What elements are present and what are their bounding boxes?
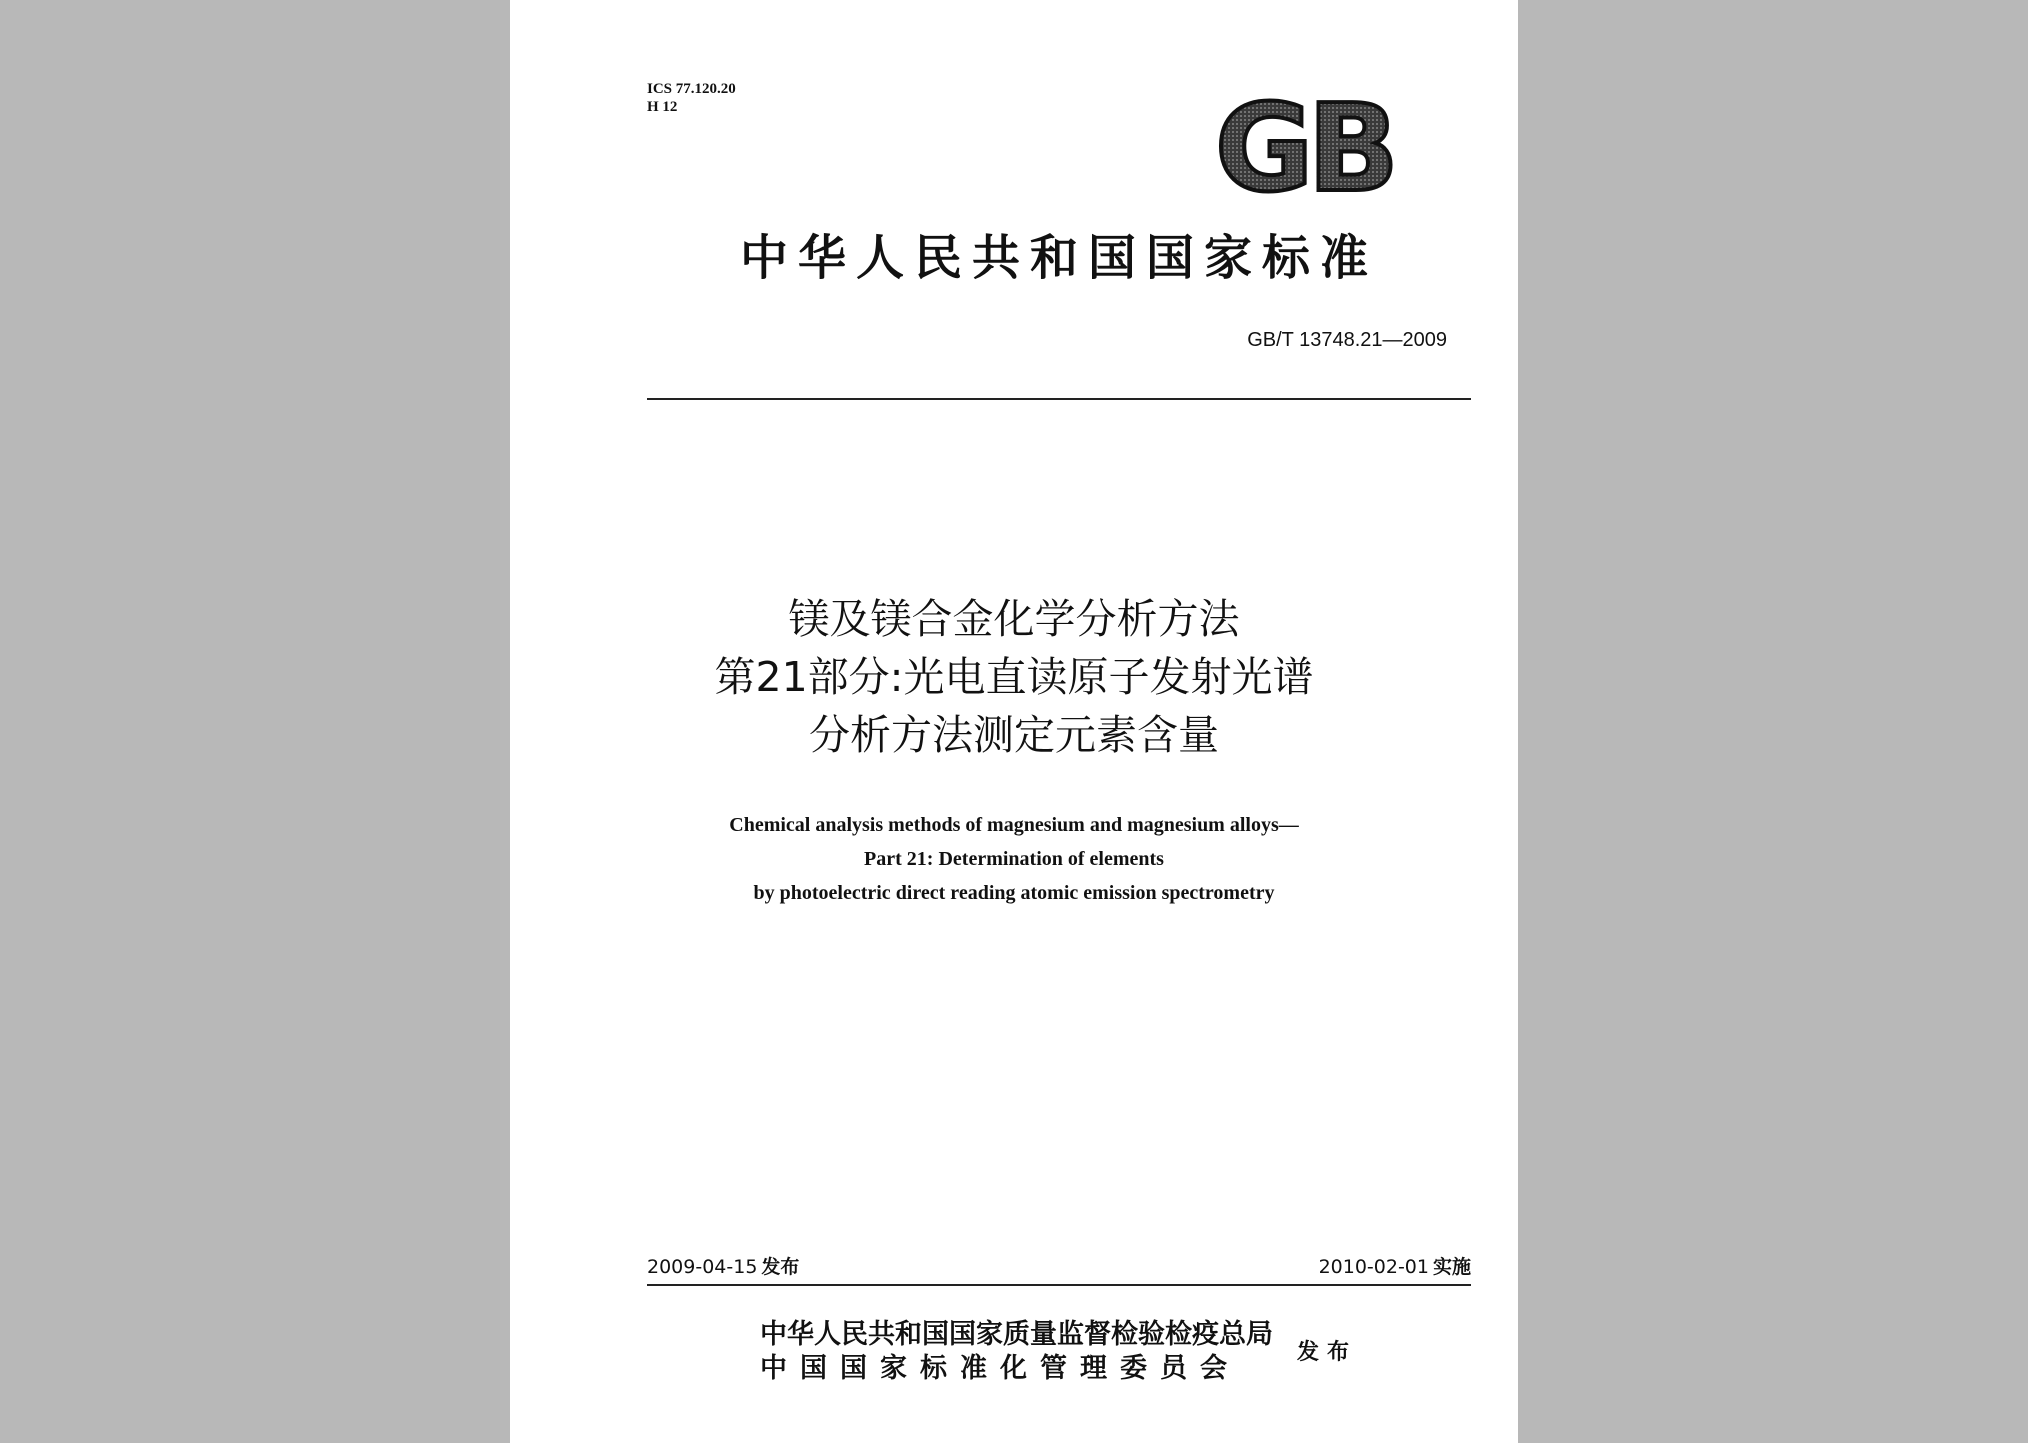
chinese-title-line-1: 镁及镁合金化学分析方法 [788,595,1240,643]
chinese-title [510,590,1518,764]
bottom-divider [647,1284,1471,1286]
english-title-line-1: Chemical analysis methods of magnesium and magnesium alloys— [729,814,1299,836]
issuer-aqsiq: 中华人民共和国国家质量监督检验检疫总局 [760,1319,1273,1350]
gb-logo-icon [1215,90,1423,202]
national-standard-title: 中华人民共和国国家标准 [739,230,1378,286]
document-page [510,0,1518,1443]
category-code: H 12 [647,99,678,115]
classification-block [647,80,736,116]
issue-label: 发布 [761,1256,800,1278]
issuer-sac: 中国国家标准化管理委员会 [760,1353,1240,1384]
publish-label: 发布 [1297,1340,1358,1365]
english-title-line-3: by photoelectric direct reading atomic emission spectrometry [753,882,1275,904]
implement-date-block [1319,1254,1471,1280]
implement-label: 实施 [1432,1256,1471,1278]
english-title-line-2: Part 21: Determination of elements [864,848,1164,870]
chinese-title-line-3: 分析方法测定元素含量 [809,711,1219,759]
issuing-organizations [760,1318,1273,1386]
top-divider [647,398,1471,400]
ics-code: ICS 77.120.20 [647,81,736,97]
gb-logo-text: GB [1215,90,1393,202]
implement-date: 2010-02-01 [1318,1256,1429,1278]
english-title [510,808,1518,910]
chinese-title-line-2: 第21部分:光电直读原子发射光谱 [714,653,1314,701]
issue-date: 2009-04-15 [647,1256,758,1278]
standard-number: GB/T 13748.21—2009 [1247,329,1447,351]
issue-date-block [647,1254,799,1280]
